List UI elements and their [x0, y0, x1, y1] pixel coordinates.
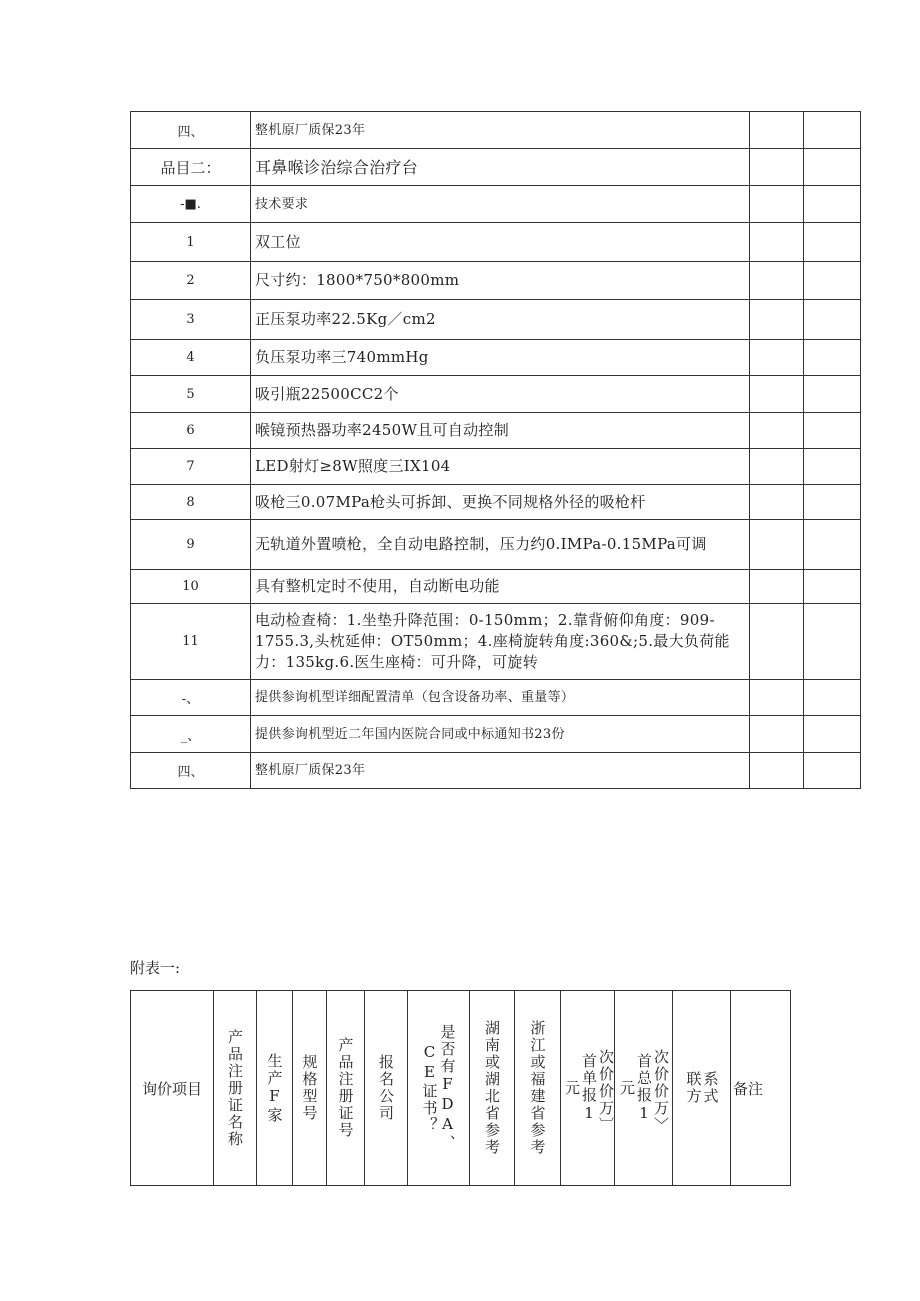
row-number: 四、	[131, 112, 251, 149]
header-cell: 询价项目	[141, 1079, 202, 1098]
header-cell: 备注	[733, 1079, 764, 1098]
row-number: 3	[131, 300, 251, 340]
row-text: 提供参询机型近二年国内医院合同或中标通知书23份	[251, 716, 750, 753]
header-row	[131, 991, 791, 1186]
table-row	[131, 376, 861, 413]
inquiry-table	[130, 990, 791, 1186]
row-text: 尺寸约：1800*750*800mm	[251, 262, 750, 300]
table-row	[131, 520, 861, 570]
row-text: 整机原厂质保23年	[251, 112, 750, 149]
row-text: 双工位	[251, 223, 750, 262]
row-text: LED射灯≥8W照度三IX104	[251, 449, 750, 485]
table-row	[131, 570, 861, 604]
table-row	[131, 223, 861, 262]
header-cell: 规格型号	[300, 1054, 319, 1122]
header-cell: 是否有FDA、CE证书？	[420, 1024, 457, 1152]
table-row	[131, 485, 861, 520]
row-number: 4	[131, 340, 251, 376]
row-number: 5	[131, 376, 251, 413]
row-number: 7	[131, 449, 251, 485]
header-cell: 次价价万〕首单报1元	[563, 1049, 615, 1127]
row-number: -、	[131, 680, 251, 716]
table-row	[131, 149, 861, 186]
header-cell: 产品注册证号	[336, 1037, 355, 1139]
row-text: 整机原厂质保23年	[251, 753, 750, 789]
table-row	[131, 112, 861, 149]
row-text: 负压泵功率三740mmHg	[251, 340, 750, 376]
header-cell: 系式联方	[684, 1071, 720, 1105]
row-text: 吸枪三0.07MPa枪头可拆卸、更换不同规格外径的吸枪杆	[251, 485, 750, 520]
row-number: 10	[131, 570, 251, 604]
header-cell: 浙江或福建省参考	[528, 1020, 547, 1156]
row-text: 喉镜预热器功率2450W且可自动控制	[251, 413, 750, 449]
row-text: 无轨道外置喷枪，全自动电路控制，压力约0.IMPa-0.15MPa可调	[251, 520, 750, 570]
header-cell: 生产F家	[265, 1052, 284, 1124]
row-number: _、	[131, 716, 251, 753]
table-row	[131, 413, 861, 449]
table-row	[131, 716, 861, 753]
table-row	[131, 186, 861, 223]
appendix-title: 附表一:	[130, 959, 181, 977]
header-cell: 湖南或湖北省参考	[483, 1020, 501, 1156]
row-number: 品目二：	[131, 149, 251, 186]
row-text: 耳鼻喉诊治综合治疗台	[251, 149, 750, 186]
row-text: 电动检查椅：1.坐垫升降范围：0-150mm；2.靠背俯仰角度：909-1755.3,头枕延伸：OT50mm；4.座椅旋转角度:360&;5.最大负荷能力：135kg.6.医生座椅：可升降，可旋转	[251, 604, 750, 680]
row-text: 提供参询机型详细配置清单（包含设备功率、重量等）	[251, 680, 750, 716]
row-text: 技术要求	[251, 186, 750, 223]
row-text: 正压泵功率22.5Kg／cm2	[251, 300, 750, 340]
row-text: 吸引瓶22500CC2个	[251, 376, 750, 413]
table-row	[131, 300, 861, 340]
table-row	[131, 680, 861, 716]
row-number: 6	[131, 413, 251, 449]
row-number: 11	[131, 604, 251, 680]
row-number: -■.	[131, 186, 251, 223]
table-row	[131, 753, 861, 789]
row-number: 2	[131, 262, 251, 300]
header-cell: 报名公司	[377, 1054, 395, 1122]
row-number: 9	[131, 520, 251, 570]
header-cell: 产品注册证名称	[226, 1028, 244, 1148]
row-text: 具有整机定时不使用，自动断电功能	[251, 570, 750, 604]
row-number: 8	[131, 485, 251, 520]
row-number: 1	[131, 223, 251, 262]
table-row	[131, 262, 861, 300]
spec-table	[130, 111, 861, 789]
table-row	[131, 449, 861, 485]
row-number: 四、	[131, 753, 251, 789]
table-row	[131, 604, 861, 680]
table-row	[131, 340, 861, 376]
header-cell: 次价价万〉首总报1元	[618, 1049, 670, 1127]
